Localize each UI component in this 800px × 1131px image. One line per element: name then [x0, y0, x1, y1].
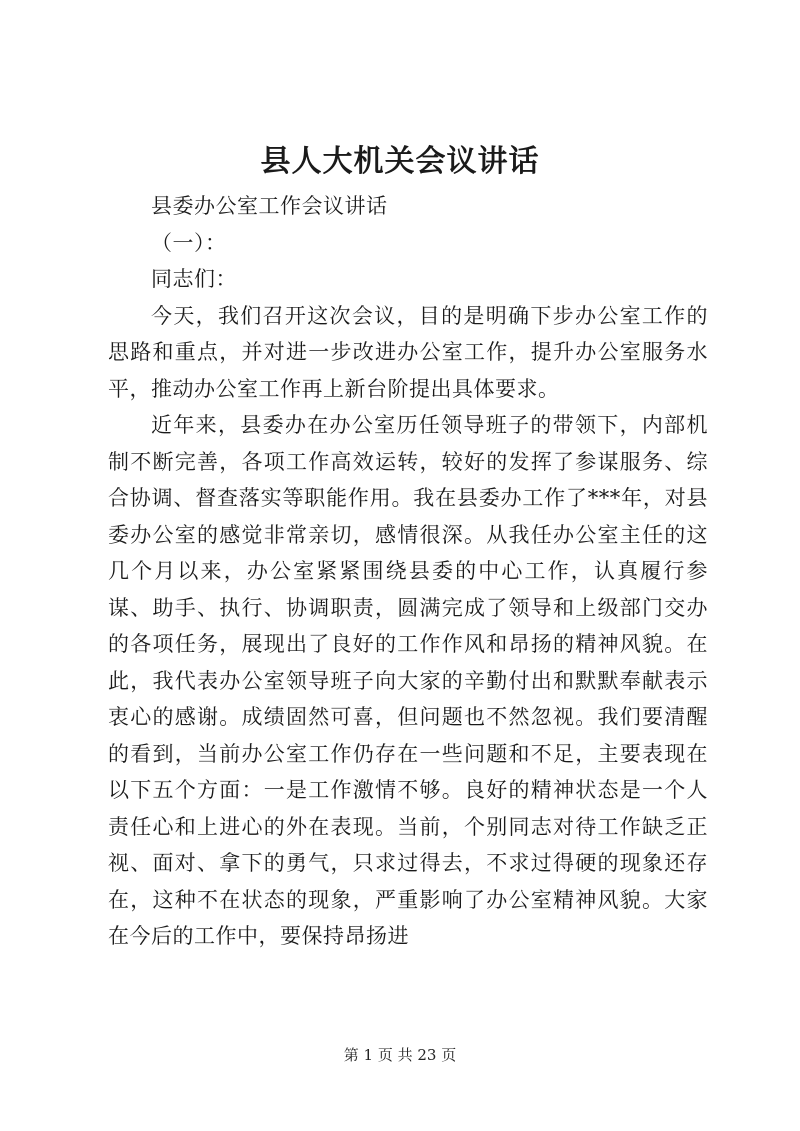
page-footer: 第 1 页 共 23 页: [343, 1046, 457, 1064]
section-marker-paragraph: （一）：: [151, 230, 227, 255]
subtitle-paragraph: 县委办公室工作会议讲话: [151, 194, 388, 218]
body-paragraph: 近年来，县委办在办公室历任领导班子的带领下，内部机制不断完善，各项工作高效运转，较好的发挥了参谋服务、综合协调、督查落实等职能作用。我在县委办工作了***年，对县委办公室的感觉非常亲切，感情很深。从我任办公室主任的这几个月以来，办公室紧紧围绕县委的中心工作，认真履行参谋、助手、执行、协调职责，圆满完成了领导和上级部门交办的各项任务，展现出了良好的工作作风和昂扬的精神风貌。在此，我代表办公室领导班子向大家的辛勤付出和默默奉献表示衷心的感谢。成绩固然可喜，但问题也不然忽视。我们要清醒的看到，当前办公室工作仍存在一些问题和不足，主要表现在以下五个方面：一是工作激情不够。良好的精神状态是一个人责任心和上进心的外在表现。当前，个别同志对待工作缺乏正视、面对、拿下的勇气，只求过得去，不求过得硬的现象还存在，这种不在状态的现象，严重影响了办公室精神风貌。大家在今后的工作中，要保持昂扬进: [108, 413, 708, 948]
document-title: 县人大机关会议讲话: [260, 144, 540, 179]
body-paragraph: 今天，我们召开这次会议，目的是明确下步办公室工作的思路和重点，并对进一步改进办公室工作，提升办公室服务水平，推动办公室工作再上新台阶提出具体要求。: [108, 303, 708, 401]
document-body: [108, 188, 708, 955]
salutation-paragraph: 同志们：: [151, 267, 238, 291]
